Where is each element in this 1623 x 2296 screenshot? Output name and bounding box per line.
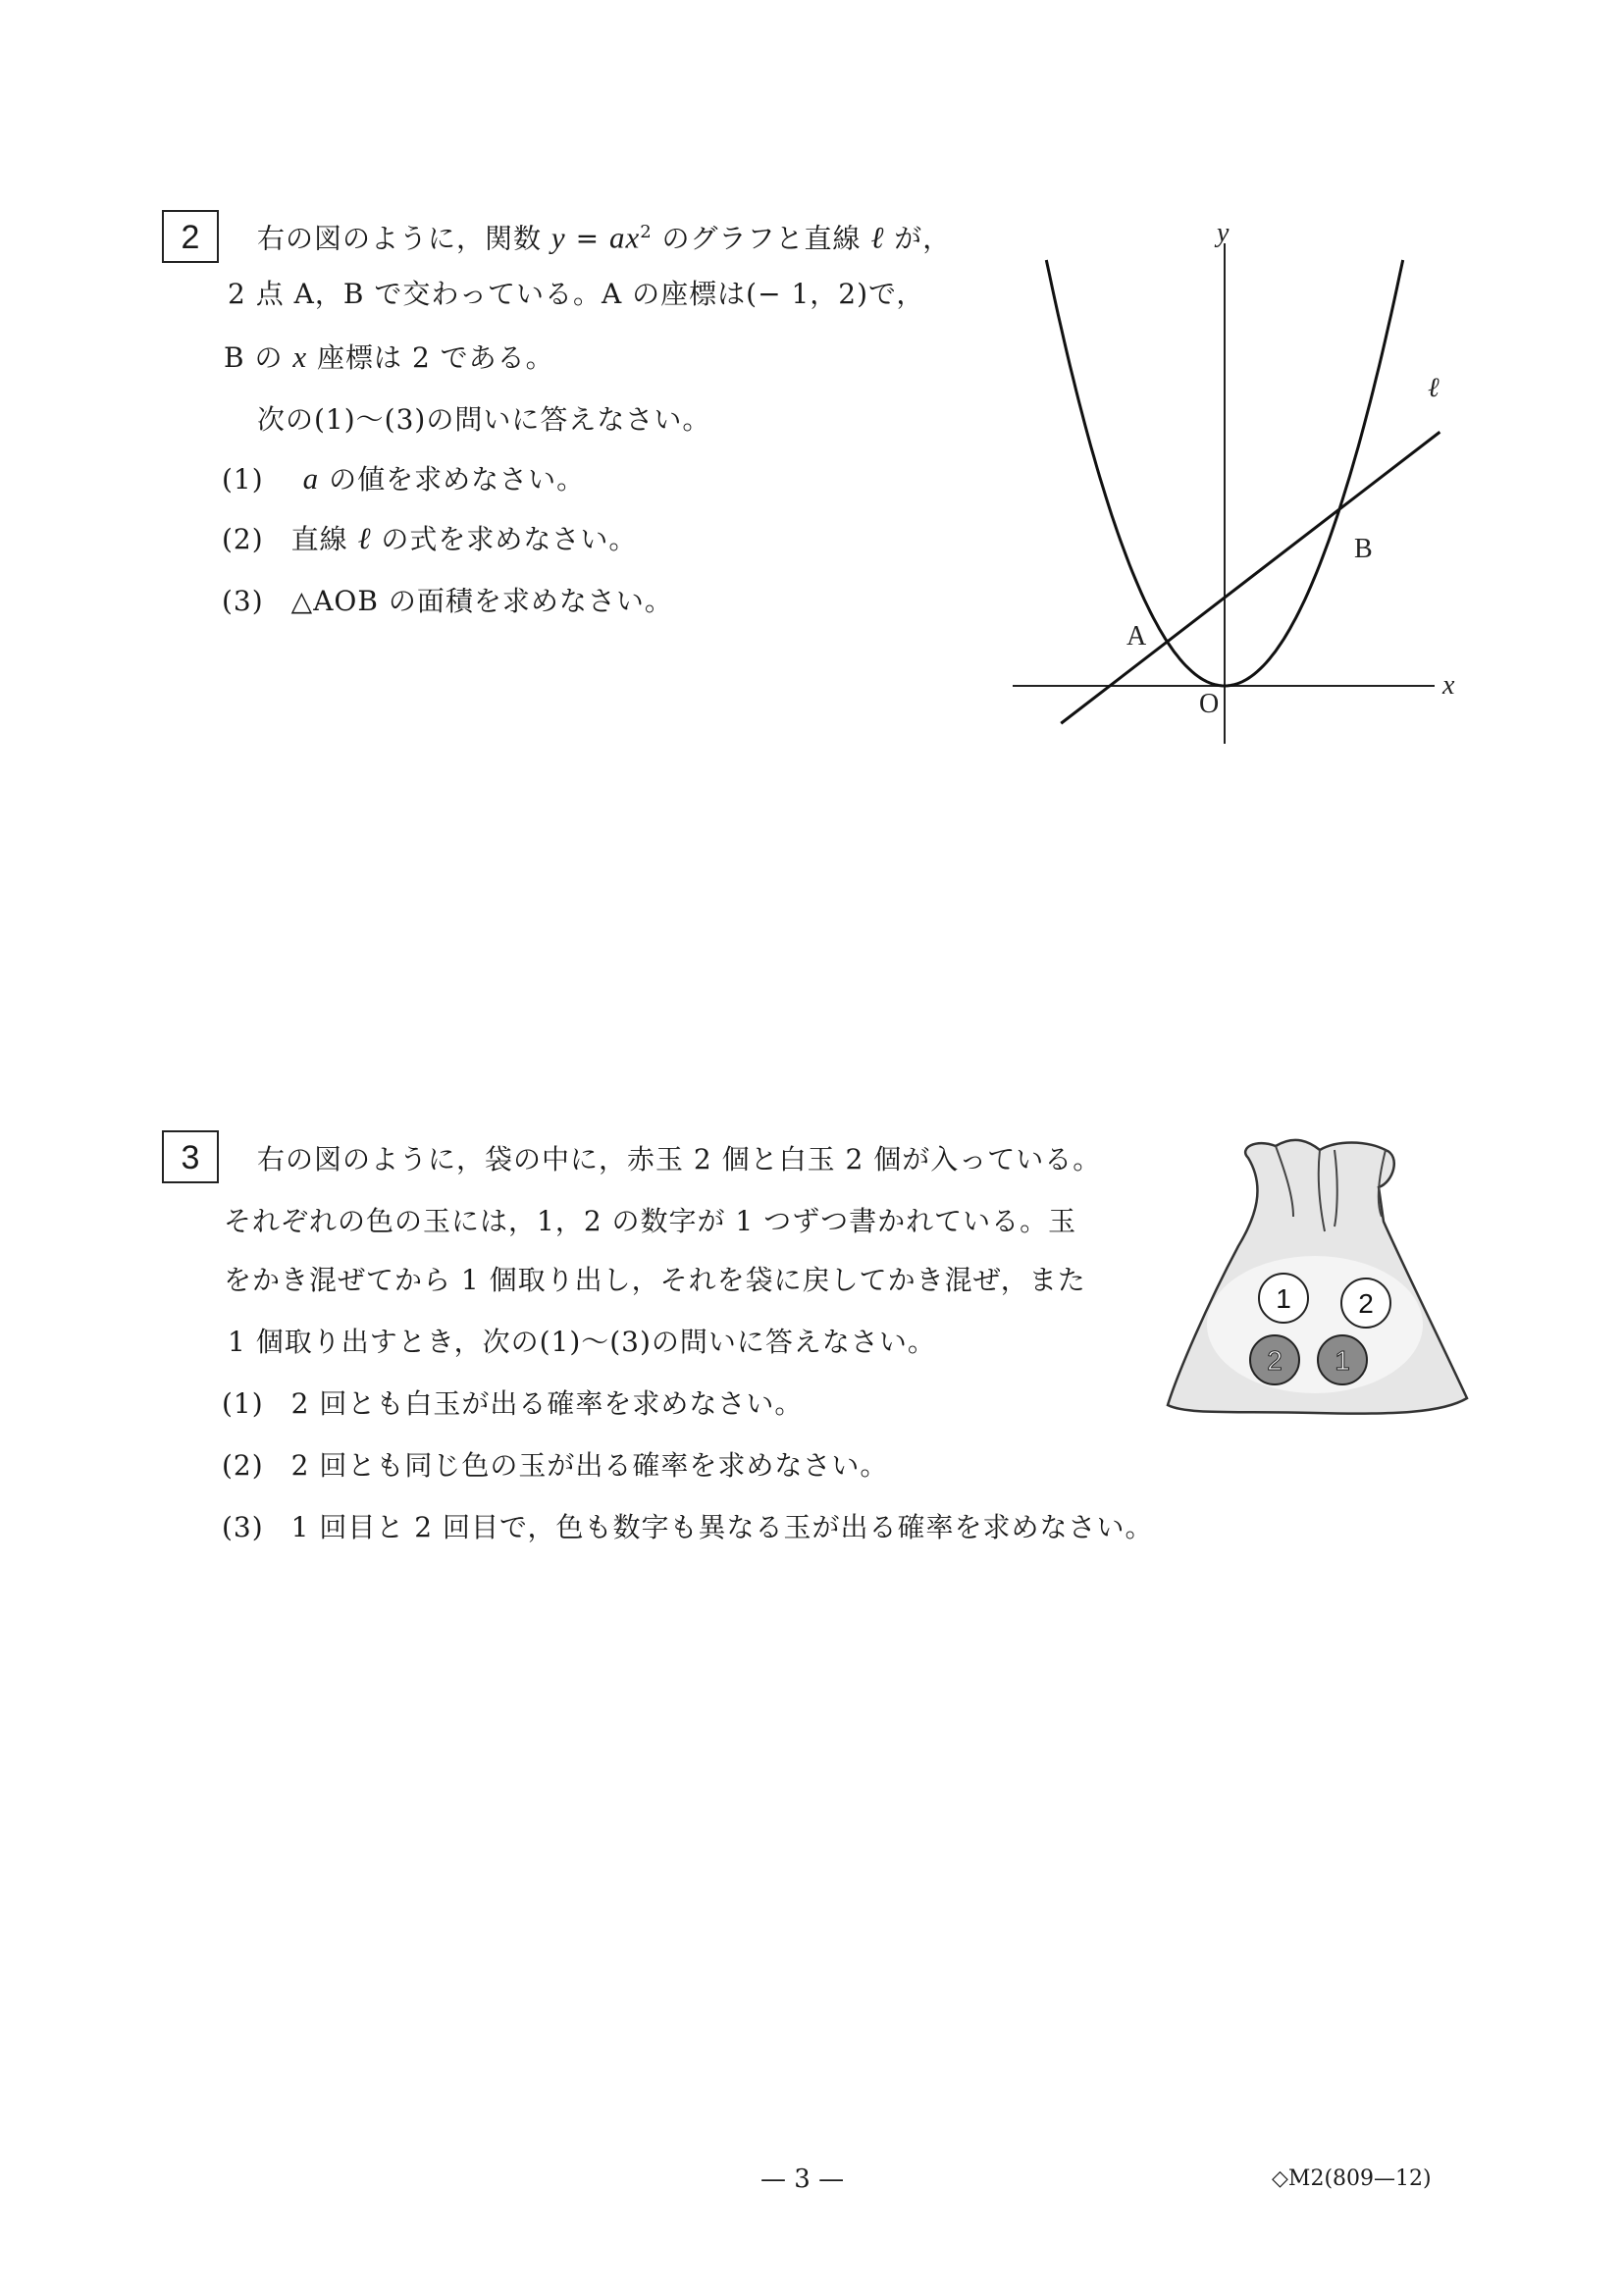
question-number: (2) — [222, 523, 264, 555]
text: の値を求めなさい。 — [319, 463, 586, 496]
var-ell: ℓ — [870, 220, 885, 255]
text: 座標は 2 である。 — [307, 341, 554, 374]
var-x: x — [292, 339, 308, 374]
question-number: (3) — [222, 585, 264, 617]
problem-2-intro-line-2: 2 点 A，B で交わっている。A の座標は(− 1，2)で， — [228, 278, 925, 310]
ball-number: 2 — [1358, 1288, 1374, 1319]
exam-code: ◇M2(809—12) — [1272, 2166, 1432, 2191]
text: が， — [884, 222, 952, 255]
y-axis-label: y — [1217, 218, 1230, 248]
problem-3-question-3 — [222, 1511, 1153, 1544]
problem-3-question-2 — [222, 1449, 888, 1483]
var-ax: ax — [608, 220, 641, 255]
text: 直線 — [290, 523, 358, 555]
text: △AOB の面積を求めなさい。 — [290, 585, 673, 617]
problem-3-intro-line-2: それぞれの色の玉には，1，2 の数字が 1 つずつ書かれている。玉 — [224, 1205, 1077, 1237]
problem-3-intro-line-4: 1 個取り出すとき，次の(1)〜(3)の問いに答えなさい。 — [228, 1326, 936, 1358]
exponent: 2 — [640, 222, 653, 242]
text: 1 回目と 2 回目で，色も数字も異なる玉が出る確率を求めなさい。 — [290, 1511, 1154, 1543]
line-l-label: ℓ — [1428, 373, 1440, 403]
point-a-label: A — [1126, 621, 1147, 652]
problem-3-number: 3 — [162, 1130, 219, 1183]
text: のグラフと直線 — [652, 222, 871, 255]
text: 右の図のように，関数 — [257, 222, 551, 255]
var-ell: ℓ — [357, 521, 372, 555]
question-number: (1) — [222, 463, 264, 496]
question-number: (3) — [222, 1511, 264, 1543]
problem-3-intro-line-1: 右の図のように，袋の中に，赤玉 2 個と白玉 2 個が入っている。 — [257, 1143, 1102, 1175]
var-a: a — [302, 461, 320, 496]
question-number: (2) — [222, 1449, 264, 1482]
text: = — [565, 222, 609, 255]
problem-2-number: 2 — [162, 210, 219, 263]
text: の式を求めなさい。 — [371, 523, 638, 555]
parabola-graph — [0, 0, 1623, 785]
text: 2 回とも白玉が出る確率を求めなさい。 — [290, 1387, 804, 1420]
ball-number: 1 — [1335, 1345, 1350, 1376]
text: 2 回とも同じ色の玉が出る確率を求めなさい。 — [290, 1449, 889, 1482]
ball-number: 1 — [1276, 1283, 1291, 1314]
var-y: y — [550, 220, 566, 255]
point-b-label: B — [1354, 534, 1373, 564]
problem-3-intro-line-3: をかき混ぜてから 1 個取り出し，それを袋に戻してかき混ぜ，また — [224, 1264, 1086, 1296]
question-number: (1) — [222, 1387, 264, 1420]
bag-highlight — [1207, 1256, 1423, 1393]
problem-2-instruction: 次の(1)〜(3)の問いに答えなさい。 — [257, 403, 711, 436]
origin-label: O — [1199, 689, 1220, 719]
line-l — [1061, 432, 1440, 723]
bag-illustration — [0, 1128, 1623, 1442]
page-number: — 3 — — [760, 2165, 845, 2194]
text: B の — [224, 341, 293, 374]
ball-number: 2 — [1267, 1345, 1283, 1376]
x-axis-label: x — [1442, 670, 1455, 701]
